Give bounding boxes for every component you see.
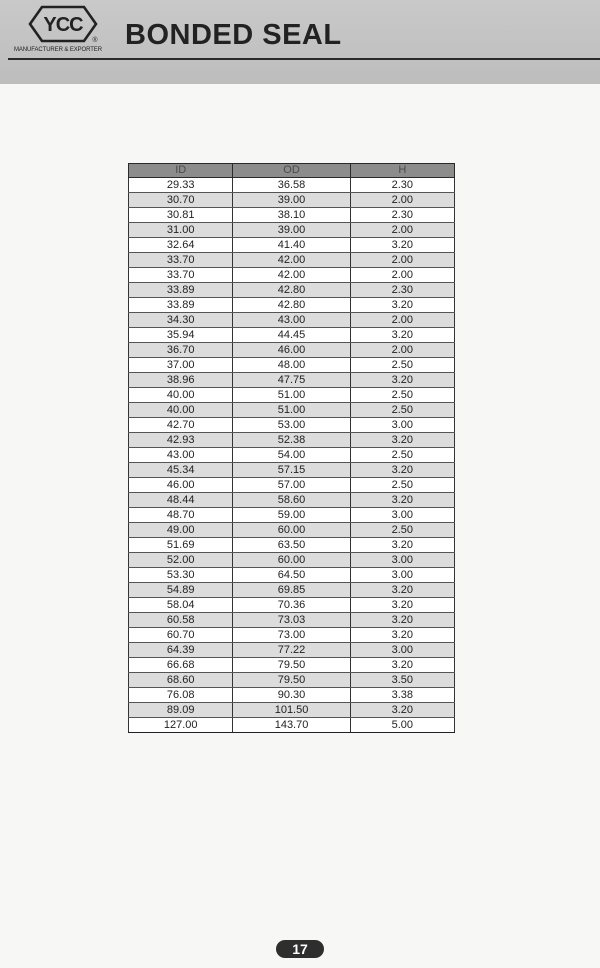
table-row [129,253,455,268]
cell-h: 3.50 [350,673,454,688]
cell-id: 54.89 [129,583,233,598]
cell-od: 73.00 [233,628,350,643]
table-row [129,238,455,253]
table-row [129,643,455,658]
cell-od: 63.50 [233,538,350,553]
table-row [129,718,455,733]
table-row [129,223,455,238]
table-row [129,673,455,688]
cell-id: 64.39 [129,643,233,658]
cell-id: 76.08 [129,688,233,703]
cell-h: 3.20 [350,583,454,598]
cell-od: 48.00 [233,358,350,373]
cell-id: 30.81 [129,208,233,223]
cell-id: 33.89 [129,283,233,298]
page-header [0,0,600,84]
table-row [129,568,455,583]
table-row [129,508,455,523]
table-row [129,493,455,508]
cell-id: 40.00 [129,388,233,403]
cell-h: 3.00 [350,568,454,583]
cell-od: 36.58 [233,178,350,193]
cell-id: 68.60 [129,673,233,688]
table-row [129,538,455,553]
table-row [129,478,455,493]
table-row [129,403,455,418]
cell-h: 3.00 [350,553,454,568]
table-row [129,613,455,628]
cell-id: 29.33 [129,178,233,193]
cell-od: 42.00 [233,268,350,283]
cell-h: 3.20 [350,238,454,253]
cell-id: 33.89 [129,298,233,313]
cell-h: 2.00 [350,313,454,328]
cell-h: 2.30 [350,283,454,298]
cell-h: 3.20 [350,598,454,613]
table-row [129,688,455,703]
cell-h: 2.00 [350,223,454,238]
cell-od: 39.00 [233,223,350,238]
cell-od: 69.85 [233,583,350,598]
cell-id: 89.09 [129,703,233,718]
cell-id: 31.00 [129,223,233,238]
cell-od: 47.75 [233,373,350,388]
cell-h: 3.20 [350,658,454,673]
cell-id: 38.96 [129,373,233,388]
cell-id: 66.68 [129,658,233,673]
cell-h: 3.20 [350,463,454,478]
table-row [129,703,455,718]
cell-id: 42.93 [129,433,233,448]
cell-h: 3.20 [350,328,454,343]
cell-od: 77.22 [233,643,350,658]
cell-od: 42.00 [233,253,350,268]
table-row [129,208,455,223]
cell-id: 37.00 [129,358,233,373]
cell-od: 101.50 [233,703,350,718]
cell-od: 54.00 [233,448,350,463]
cell-od: 51.00 [233,388,350,403]
cell-od: 44.45 [233,328,350,343]
cell-id: 60.70 [129,628,233,643]
cell-id: 45.34 [129,463,233,478]
table-row [129,313,455,328]
logo-text: YCC [43,14,83,36]
table-row [129,358,455,373]
cell-h: 2.50 [350,403,454,418]
cell-od: 42.80 [233,283,350,298]
cell-od: 41.40 [233,238,350,253]
cell-id: 34.30 [129,313,233,328]
table-row [129,388,455,403]
cell-h: 3.20 [350,613,454,628]
table-row [129,628,455,643]
logo-subtitle: MANUFACTURER & EXPORTER [14,47,102,53]
cell-od: 53.00 [233,418,350,433]
cell-id: 43.00 [129,448,233,463]
table-row [129,373,455,388]
cell-h: 2.50 [350,478,454,493]
cell-h: 2.00 [350,193,454,208]
cell-id: 58.04 [129,598,233,613]
cell-id: 42.70 [129,418,233,433]
cell-od: 90.30 [233,688,350,703]
cell-h: 2.50 [350,358,454,373]
cell-od: 38.10 [233,208,350,223]
cell-id: 48.44 [129,493,233,508]
cell-od: 42.80 [233,298,350,313]
cell-id: 30.70 [129,193,233,208]
table-row [129,433,455,448]
cell-h: 5.00 [350,718,454,733]
cell-id: 127.00 [129,718,233,733]
cell-h: 3.00 [350,418,454,433]
cell-id: 48.70 [129,508,233,523]
cell-id: 35.94 [129,328,233,343]
table-row [129,448,455,463]
cell-h: 3.20 [350,493,454,508]
cell-od: 57.00 [233,478,350,493]
table-row [129,178,455,193]
cell-h: 2.50 [350,448,454,463]
logo-registered-mark: ® [92,37,98,44]
cell-od: 64.50 [233,568,350,583]
table-row [129,583,455,598]
cell-h: 2.30 [350,178,454,193]
cell-h: 2.50 [350,523,454,538]
cell-h: 3.38 [350,688,454,703]
cell-id: 33.70 [129,253,233,268]
table-row [129,418,455,433]
cell-id: 51.69 [129,538,233,553]
cell-h: 2.30 [350,208,454,223]
table-header-row [129,164,455,178]
column-header-id: ID [129,164,233,178]
cell-h: 3.20 [350,373,454,388]
cell-h: 2.50 [350,388,454,403]
cell-od: 60.00 [233,553,350,568]
cell-id: 60.58 [129,613,233,628]
page-number: 17 [276,940,324,958]
table-body [129,178,455,733]
bonded-seal-size-table [128,163,455,733]
table-row [129,463,455,478]
table-row [129,298,455,313]
cell-id: 33.70 [129,268,233,283]
cell-od: 73.03 [233,613,350,628]
table-row [129,658,455,673]
table-row [129,283,455,298]
table-row [129,553,455,568]
cell-h: 2.00 [350,268,454,283]
cell-h: 2.00 [350,343,454,358]
cell-id: 40.00 [129,403,233,418]
table-row [129,343,455,358]
cell-h: 3.00 [350,643,454,658]
cell-h: 3.20 [350,703,454,718]
table-row [129,328,455,343]
cell-h: 3.20 [350,628,454,643]
cell-id: 46.00 [129,478,233,493]
cell-od: 43.00 [233,313,350,328]
cell-od: 59.00 [233,508,350,523]
cell-id: 49.00 [129,523,233,538]
cell-id: 32.64 [129,238,233,253]
cell-od: 70.36 [233,598,350,613]
cell-od: 60.00 [233,523,350,538]
page-title: BONDED SEAL [125,19,342,51]
cell-od: 143.70 [233,718,350,733]
header-divider [8,58,600,60]
cell-h: 3.20 [350,433,454,448]
cell-od: 52.38 [233,433,350,448]
table-row [129,268,455,283]
cell-id: 52.00 [129,553,233,568]
table-row [129,598,455,613]
cell-od: 51.00 [233,403,350,418]
cell-od: 58.60 [233,493,350,508]
cell-od: 39.00 [233,193,350,208]
cell-h: 3.20 [350,538,454,553]
cell-od: 46.00 [233,343,350,358]
cell-id: 36.70 [129,343,233,358]
cell-od: 79.50 [233,673,350,688]
cell-h: 3.00 [350,508,454,523]
cell-h: 3.20 [350,298,454,313]
cell-id: 53.30 [129,568,233,583]
column-header-od: OD [233,164,350,178]
ycc-logo-icon [26,4,100,44]
cell-od: 57.15 [233,463,350,478]
column-header-h: H [350,164,454,178]
table-row [129,193,455,208]
table-row [129,523,455,538]
cell-h: 2.00 [350,253,454,268]
cell-od: 79.50 [233,658,350,673]
